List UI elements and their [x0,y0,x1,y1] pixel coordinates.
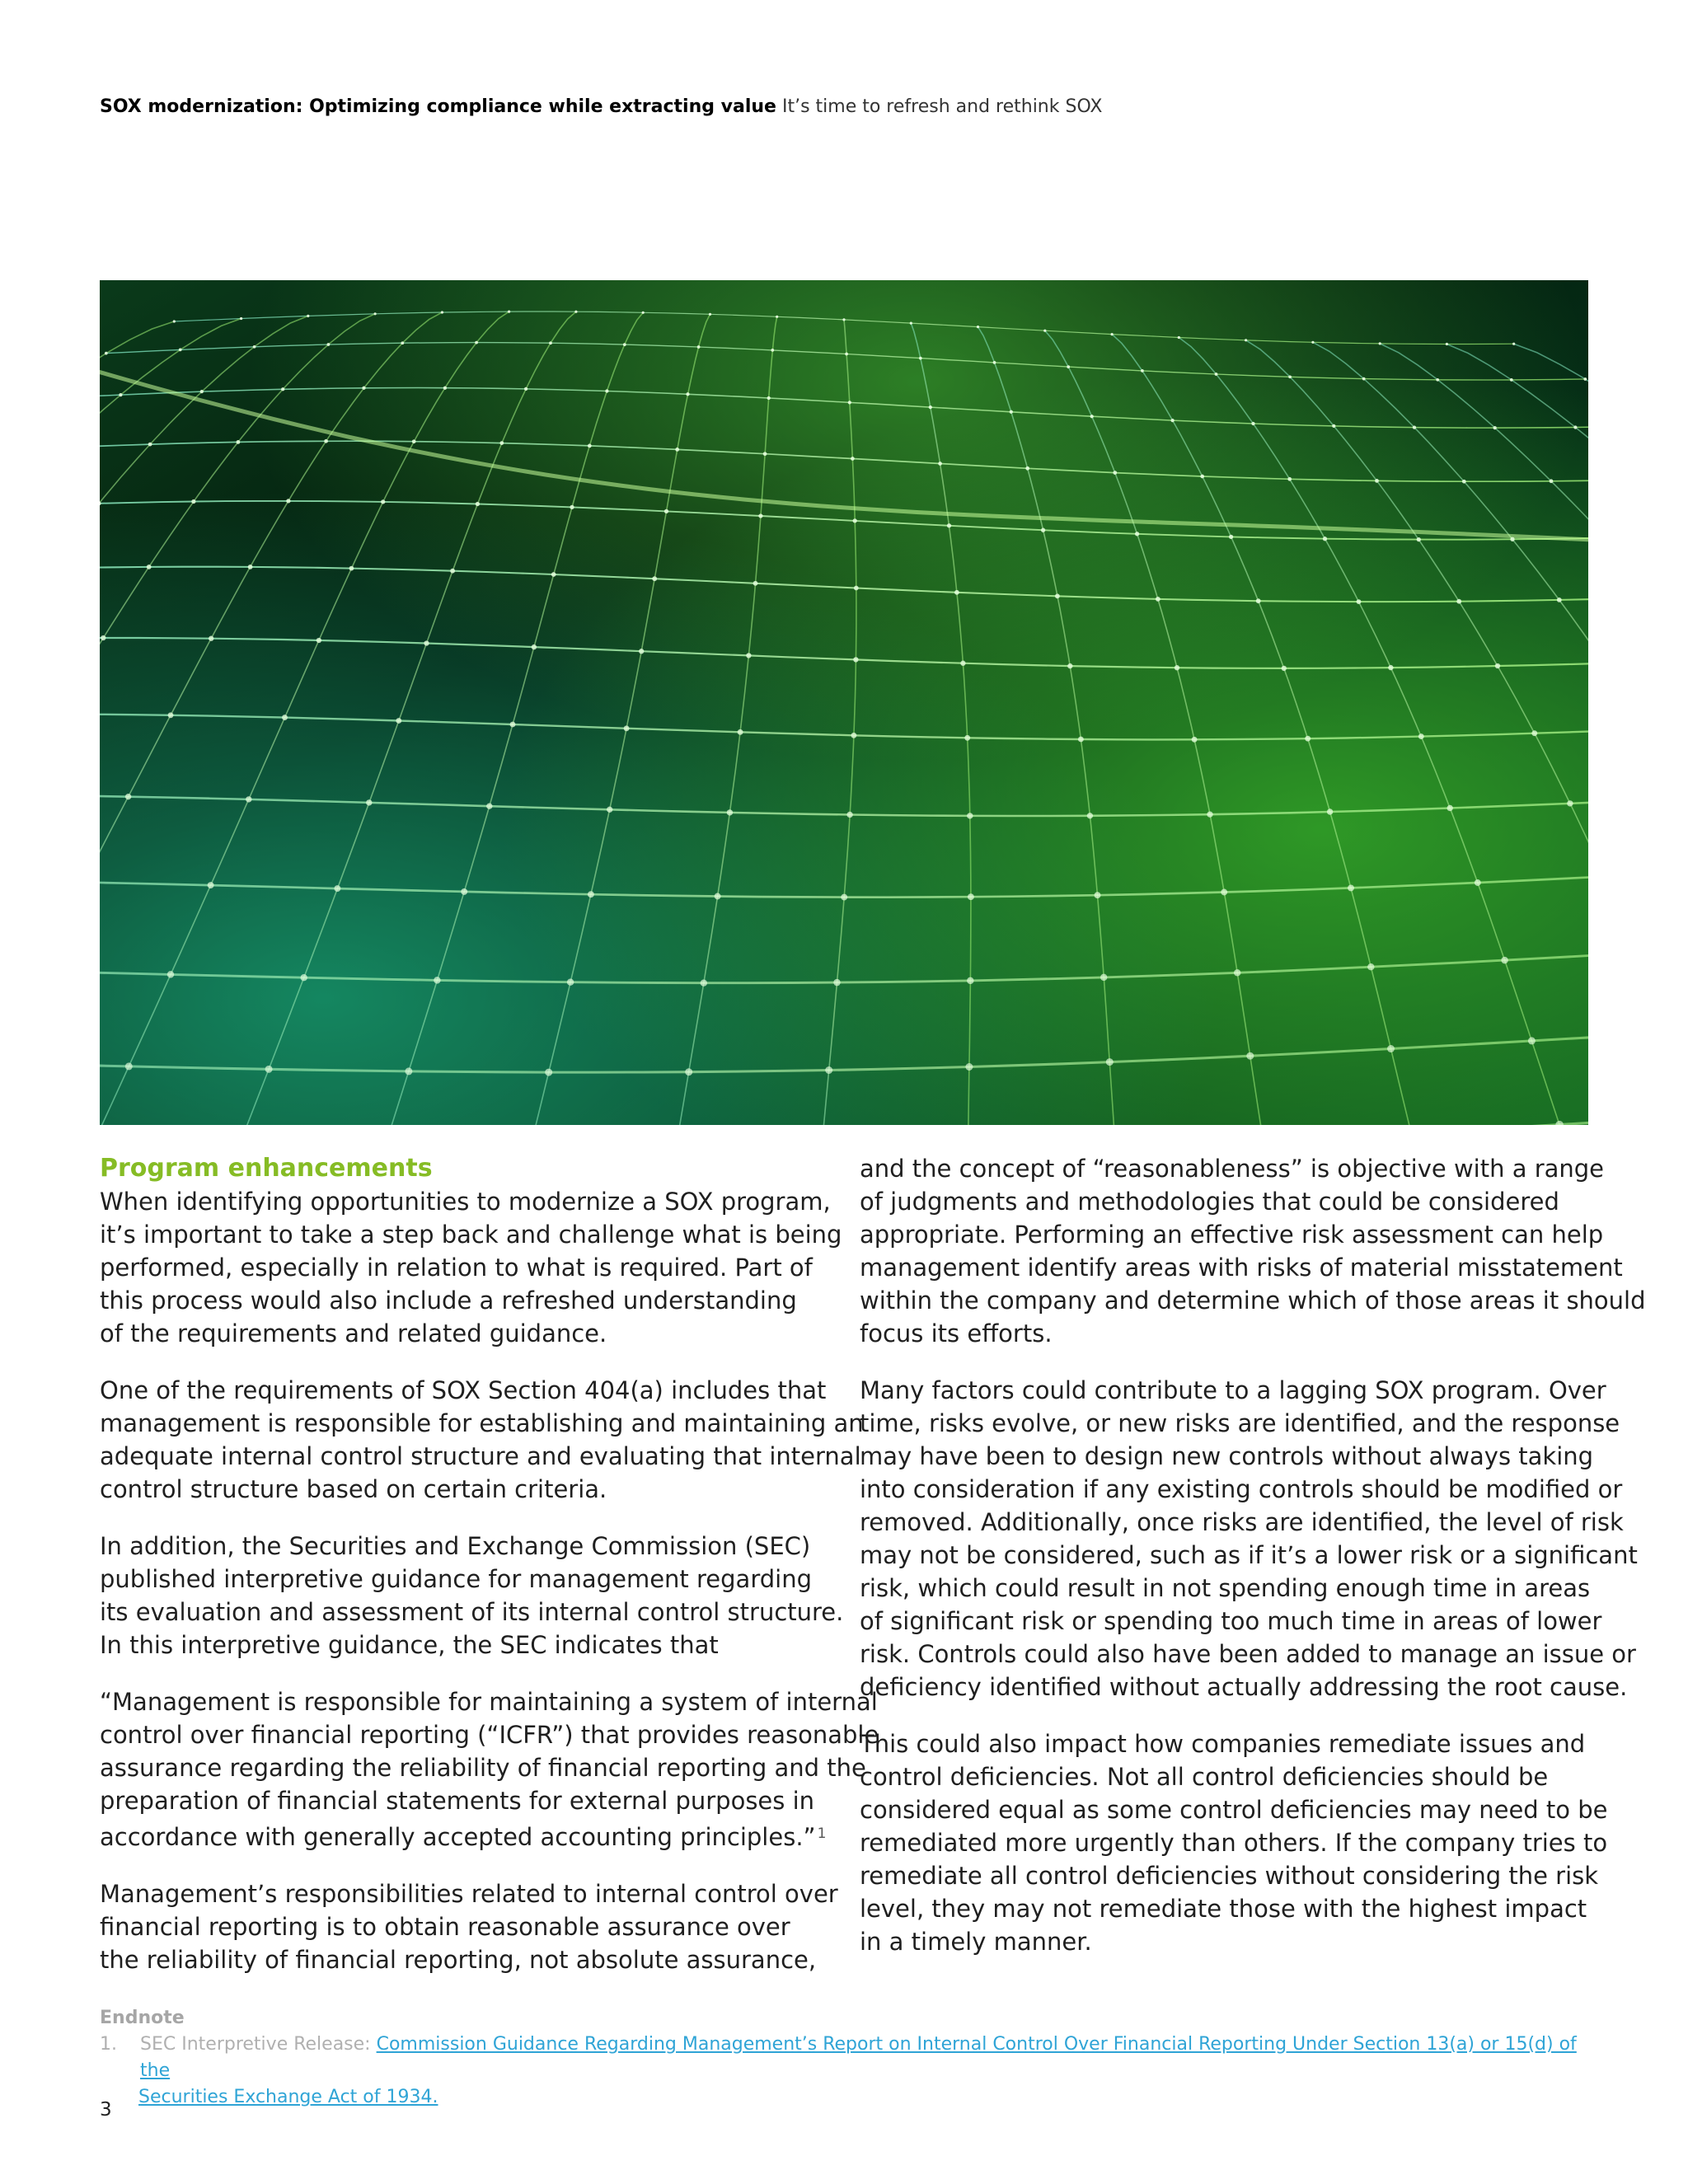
text-line: into consideration if any existing controls should be modified or [860,1475,1623,1503]
mesh-node-dot [1256,598,1261,603]
text-line: control over financial reporting (“ICFR”) that provides reasonable [100,1721,879,1749]
mesh-node-dot [105,352,108,355]
mesh-node-dot [1234,969,1240,976]
text-line: and the concept of “reasonableness” is objective with a range [860,1155,1605,1183]
mesh-node-dot [1446,343,1448,345]
mesh-node-dot [441,311,443,313]
mesh-node-dot [947,523,951,527]
text-line: preparation of financial statements for external purposes in [100,1787,815,1815]
mesh-node-dot [763,452,767,456]
mesh-node-dot [476,502,480,506]
mesh-node-dot [1379,342,1381,344]
paragraph [100,1374,864,1506]
mesh-node-dot [316,638,321,643]
mesh-node-dot [119,393,122,396]
mesh-node-dot [965,1063,973,1071]
mesh-node-dot [545,1069,552,1076]
mesh-node-dot [1087,813,1093,818]
mesh-node-dot [381,499,385,504]
mesh-node-dot [1528,1037,1536,1044]
mesh-node-dot [191,499,195,504]
mesh-node-dot [1418,733,1424,739]
mesh-node-dot [1170,419,1174,422]
mesh-node-dot [1367,963,1374,970]
endnote-number: 1. [100,2034,117,2055]
text-line: considered equal as some control deficiencies may need to be [860,1796,1608,1824]
text-line: remediated more urgently than others. If the company tries to [860,1829,1608,1857]
mesh-node-dot [1475,879,1481,886]
mesh-node-dot [1417,537,1421,541]
text-line: this process would also include a refreshed understanding [100,1286,797,1315]
mesh-node-dot [237,440,241,444]
text-line: In this interpretive guidance, the SEC indicates that [100,1631,719,1659]
mesh-node-dot [1327,808,1333,814]
right-column [860,1152,1646,1982]
mesh-node-dot [1192,737,1198,743]
mesh-node-dot [1135,532,1139,536]
mesh-node-dot [253,345,256,349]
mesh-node-dot [910,322,912,325]
endnote-link-continued[interactable]: Securities Exchange Act of 1934. [138,2087,438,2107]
text-line: time, risks evolve, or new risks are identified, and the response [860,1409,1620,1437]
text-line: assurance regarding the reliability of financial reporting and the [100,1754,866,1782]
mesh-node-dot [845,353,848,356]
mesh-node-dot [1178,336,1180,339]
mesh-node-dot [954,590,959,595]
paragraph [100,1530,844,1661]
mesh-node-dot [286,499,290,503]
mesh-node-dot [1493,426,1497,429]
mesh-node-dot [300,974,307,981]
mesh-node-dot [967,813,973,818]
text-line: level, they may not remediate those with the highest impact [860,1895,1587,1923]
endnote-item [100,2032,1583,2084]
footnote-marker[interactable]: 1 [817,1825,827,1842]
mesh-node-dot [1375,479,1379,483]
mesh-node-dot [825,1066,832,1074]
mesh-node-dot [401,341,404,344]
mesh-node-dot [767,396,771,400]
text-line: appropriate. Performing an effective risk assessment can help [860,1221,1604,1249]
mesh-node-dot [642,312,645,314]
mesh-node-dot [240,317,242,320]
text-line: In addition, the Securities and Exchange Commission (SEC) [100,1532,811,1560]
text-line: Many factors could contribute to a lagging SOX program. Over [860,1376,1606,1404]
mesh-node-dot [848,401,851,404]
mesh-node-dot [1557,598,1562,602]
text-line: adequate internal control structure and evaluating that internal [100,1442,861,1470]
mesh-node-dot [1055,593,1060,598]
mesh-node-dot [265,1066,273,1073]
mesh-node-dot [412,439,416,443]
mesh-node-dot [833,979,840,986]
endnote-continuation [100,2084,1583,2111]
mesh-node-dot [173,320,176,322]
text-line: of the requirements and related guidance. [100,1319,607,1347]
mesh-node-dot [524,387,528,391]
endnote-link[interactable]: Commission Guidance Regarding Management’s Report on Internal Control Over Financial Reporting Under Section 13(a) or 15(d) of the [140,2034,1577,2081]
mesh-node-dot [461,888,467,895]
text-line: management is responsible for establishing and maintaining an [100,1409,864,1437]
mesh-node-dot [685,1068,692,1076]
mesh-node-dot [499,441,504,445]
mesh-node-dot [919,357,922,360]
mesh-node-dot [1156,597,1160,602]
text-line: remediate all control deficiencies without considering the risk [860,1862,1599,1890]
mesh-node-dot [758,513,762,518]
mesh-node-dot [853,518,857,523]
page-header [100,92,1583,122]
mesh-node-dot [1413,425,1416,429]
mesh-node-dot [281,387,284,391]
mesh-node-dot [1323,537,1327,541]
text-line-content: accordance with generally accepted accounting principles.” [100,1823,816,1851]
mesh-node-dot [1100,974,1107,981]
mesh-node-dot [1387,1045,1395,1052]
mesh-node-dot [334,885,340,892]
mesh-node-dot [1245,339,1247,341]
mesh-node-dot [1010,410,1013,414]
mesh-node-dot [307,315,309,317]
mesh-node-dot [968,893,974,900]
mesh-node-dot [1332,424,1335,428]
text-line: focus its efforts. [860,1319,1053,1347]
section-heading: Program enhancements [100,1154,433,1183]
mesh-node-dot [607,807,612,813]
paragraph [860,1374,1638,1704]
mesh-node-dot [851,457,855,461]
mesh-node-dot [1510,378,1513,382]
quote-paragraph [100,1685,879,1854]
mesh-node-dot [842,318,845,321]
mesh-node-dot [349,566,354,571]
text-line: This could also impact how companies remediate issues and [860,1730,1586,1758]
mesh-node-dot [125,1062,133,1070]
mesh-node-dot [1357,599,1362,604]
mesh-node-dot [776,316,778,318]
mesh-node-dot [1090,415,1094,418]
mesh-node-dot [1067,365,1070,368]
mesh-node-dot [1106,1058,1114,1066]
mesh-node-dot [854,586,859,591]
text-line: of judgments and methodologies that could be considered [860,1188,1559,1216]
mesh-node-dot [1207,812,1212,818]
mesh-node-dot [746,653,751,658]
mesh-node-dot [1113,471,1117,475]
mesh-node-dot [851,733,856,738]
text-line: within the company and determine which of those areas it should [860,1286,1646,1315]
mesh-node-dot [1221,889,1227,896]
mesh-node-dot [1510,537,1514,541]
mesh-node-dot [1573,425,1577,429]
mesh-node-dot [567,978,574,985]
mesh-node-dot [282,715,288,720]
text-line: One of the requirements of SOX Section 404(a) includes that [100,1376,827,1404]
text-line: control structure based on certain criteria. [100,1475,607,1503]
mesh-node-dot [1175,665,1179,670]
mesh-node-dot [727,809,733,815]
mesh-node-dot [841,894,847,901]
text-line: When identifying opportunities to modernize a SOX program, [100,1188,831,1216]
mesh-node-dot [366,799,372,805]
wireframe-mesh-illustration [100,280,1588,1125]
mesh-node-dot [450,569,455,574]
mesh-node-dot [549,341,552,344]
mesh-node-dot [168,712,174,718]
mesh-node-dot [374,312,377,315]
text-line: financial reporting is to obtain reasonable assurance over [100,1913,790,1941]
mesh-node-dot [1501,957,1507,963]
mesh-node-dot [508,311,510,313]
mesh-node-dot [125,794,131,799]
mesh-node-dot [1567,800,1573,806]
mesh-node-dot [1095,892,1101,898]
mesh-node-dot [1462,480,1466,484]
mesh-node-dot [652,576,657,581]
endnote-prefix: SEC Interpretive Release: [140,2034,377,2055]
mesh-node-dot [551,572,556,577]
mesh-node-dot [1025,466,1029,471]
text-line: its evaluation and assessment of its internal control structure. [100,1598,844,1626]
mesh-node-dot [1388,665,1393,670]
mesh-node-dot [208,882,214,888]
mesh-node-dot [475,341,478,344]
mesh-node-dot [686,392,689,396]
mesh-node-dot [701,979,707,986]
mesh-node-dot [1512,343,1515,345]
mesh-node-dot [1078,737,1084,743]
mesh-node-dot [424,640,429,645]
mesh-node-dot [1311,341,1314,344]
text-line: deficiency identified without actually addressing the root cause. [860,1673,1628,1701]
text-line: Management’s responsibilities related to internal control over [100,1880,838,1908]
mesh-node-dot [964,735,970,741]
mesh-node-dot [1495,663,1500,668]
mesh-node-dot [738,729,743,735]
mesh-node-dot [1200,475,1204,479]
mesh-node-dot [148,443,152,447]
mesh-node-dot [605,389,608,392]
mesh-node-dot [697,345,701,349]
mesh-node-dot [1436,378,1439,382]
mesh-node-dot [574,311,577,313]
mesh-node-dot [405,1067,412,1075]
text-line: it’s important to take a step back and challenge what is being [100,1221,842,1249]
mesh-node-dot [588,891,594,898]
text-line: removed. Additionally, once risks are identified, the level of risk [860,1508,1624,1536]
mesh-node-dot [246,796,251,802]
mesh-node-dot [675,448,679,452]
left-column [100,1152,879,2000]
mesh-node-dot [709,313,711,316]
mesh-node-dot [1215,373,1218,376]
mesh-node-dot [167,971,174,977]
mesh-node-dot [624,725,630,731]
mesh-node-dot [1043,330,1046,332]
mesh-node-dot [960,661,965,666]
endnote-text [140,2032,1583,2084]
text-line: the reliability of financial reporting, not absolute assurance, [100,1946,817,1974]
mesh-node-dot [362,387,365,390]
mesh-node-dot [209,636,213,641]
mesh-node-dot [1141,369,1144,373]
mesh-node-dot [977,326,979,328]
mesh-node-dot [1531,730,1537,736]
mesh-node-dot [753,581,758,586]
report-subtitle: It’s time to refresh and rethink SOX [781,96,1103,117]
mesh-node-dot [1456,599,1461,604]
mesh-node-dot [1229,535,1233,539]
hero-image [100,280,1588,1125]
mesh-node-dot [147,565,152,569]
mesh-node-dot [993,361,996,364]
report-title: SOX modernization: Optimizing compliance while extracting value [100,96,776,117]
mesh-node-dot [324,439,328,443]
text-line: management identify areas with risks of material misstatement [860,1254,1623,1282]
text-line: risk, which could result in not spending enough time in areas [860,1574,1591,1602]
mesh-node-dot [396,718,401,724]
text-line: performed, especially in relation to what is required. Part of [100,1254,813,1282]
mesh-node-dot [570,505,574,509]
mesh-node-dot [929,405,932,409]
mesh-node-dot [967,977,973,984]
mesh-node-dot [101,635,106,640]
mesh-node-dot [1067,663,1072,668]
mesh-node-dot [1282,666,1287,671]
mesh-node-dot [639,649,644,654]
text-line: control deficiencies. Not all control deficiencies should be [860,1763,1549,1791]
mesh-node-dot [532,644,537,649]
text-line [100,1817,827,1854]
mesh-node-dot [938,462,942,466]
text-line: may not be considered, such as if it’s a lower risk or a significant [860,1541,1638,1569]
paragraph [860,1152,1646,1350]
mesh-node-dot [664,509,668,513]
endnote-section [100,2005,1583,2111]
mesh-node-dot [846,812,852,818]
mesh-node-dot [853,657,858,662]
text-line: in a timely manner. [860,1928,1092,1956]
mesh-node-dot [1251,422,1254,425]
mesh-node-dot [715,893,721,900]
text-line: risk. Controls could also have been added to manage an issue or [860,1640,1636,1668]
mesh-node-dot [1550,479,1554,483]
mesh-node-dot [443,387,447,390]
mesh-node-dot [248,565,253,569]
mesh-node-dot [1041,528,1045,532]
text-line: published interpretive guidance for management regarding [100,1565,812,1593]
mesh-node-dot [1288,375,1292,378]
text-line: of significant risk or spending too much time in areas of lower [860,1607,1602,1635]
endnote-heading: Endnote [100,2008,185,2028]
paragraph [100,1185,842,1350]
mesh-node-dot [1246,1052,1254,1060]
mesh-node-dot [510,722,516,728]
mesh-node-dot [1287,477,1292,481]
text-line: “Management is responsible for maintaining a system of internal [100,1688,878,1716]
mesh-node-dot [771,349,774,352]
mesh-node-dot [1111,333,1114,335]
mesh-node-dot [434,977,440,983]
mesh-node-dot [1362,377,1366,381]
mesh-node-dot [1348,884,1354,891]
paragraph [860,1727,1608,1958]
mesh-node-dot [1583,377,1587,381]
mesh-node-dot [200,390,204,393]
text-line: may have been to design new controls without always taking [860,1442,1594,1470]
page-number: 3 [100,2099,112,2121]
mesh-node-dot [623,343,626,346]
mesh-node-dot [327,343,331,346]
paragraph [100,1877,838,1976]
mesh-node-dot [1305,736,1311,742]
mesh-node-dot [179,349,182,352]
mesh-node-dot [588,444,592,448]
mesh-node-dot [1447,805,1453,811]
mesh-node-dot [486,804,492,809]
